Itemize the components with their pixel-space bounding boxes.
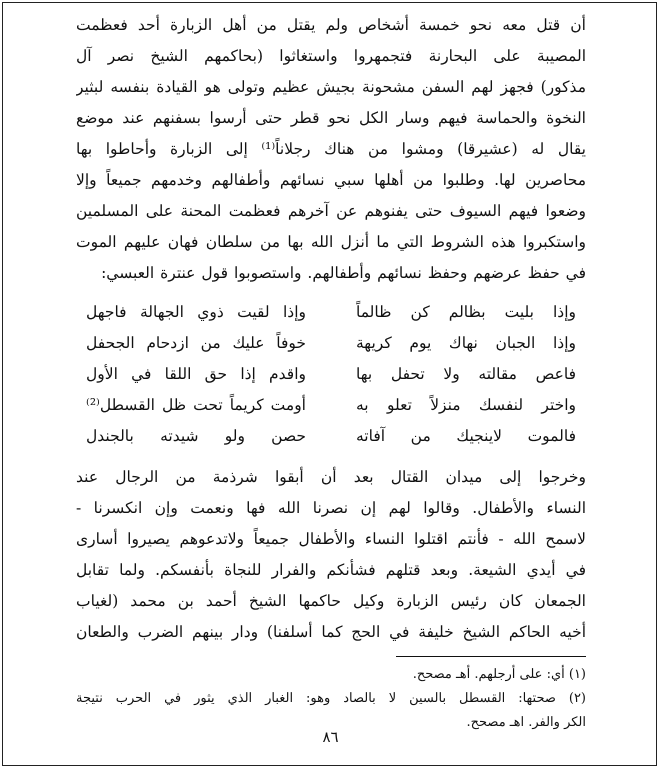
footnote-divider <box>396 656 586 657</box>
text-line: وضعوا فيهم السيوف حتى يفنوهم عن آخرهم فعظمت المحنة على المسلمين <box>76 202 586 220</box>
poem-second-hemistich: خوفاً عليك من ازدحام الجحفل <box>86 334 306 352</box>
footnote-2-continuation: الكر والفر. اهـ مصحح. <box>466 715 586 730</box>
paragraph-2 <box>76 462 586 648</box>
poem-first-hemistich: فالموت لاينجيك من آفاته <box>356 427 576 445</box>
poem-verse <box>76 421 586 452</box>
text-line: مذكور) فجهز لهم السفن مشحونة بجيش عظيم وتولى هو القيادة بنفسه لبثير <box>76 78 586 96</box>
footnotes <box>76 663 586 735</box>
poem-first-hemistich: واختر لنفسك منزلاً تعلو به <box>356 396 576 414</box>
text-line: في أيدي الشيعة. وبعد قتلهم فشأنكم والفرار للنجاة بأنفسكم. ولما تقابل <box>76 561 586 579</box>
text-line: أخيه الحاكم الشيخ خليفة في الحج كما أسلفنا) ودار بينهم الضرب والطعان <box>76 623 586 641</box>
text-line: أن قتل معه نحو خمسة أشخاص ولم يقتل من أهل الزبارة أحد فعظمت <box>76 16 586 34</box>
text-line: في حفظ عرضهم وحفظ نسائهم وأطفالهم. واستصوبوا قول عنترة العبسي: <box>101 264 586 282</box>
text-line: النخوة والحماسة فيهم وسار الكل نحو قطر حتى أرسوا بسفنهم عند موضع <box>76 109 586 127</box>
text-line: محاصرين لها. وطلبوا من أهلها سبي نسائهم وأطفالهم وخدمهم جميعاً وإلا <box>76 171 586 189</box>
text-line: وخرجوا إلى ميدان القتال بعد أن أبقوا شرذمة من الرجال عند <box>76 468 586 486</box>
poem-second-hemistich: حصن ولو شيدته بالجندل <box>86 427 306 445</box>
poem <box>76 297 586 452</box>
poem-second-hemistich: واقدم إذا حق اللقا في الأول <box>86 365 306 383</box>
poem-first-hemistich: وإذا الجبان نهاك يوم كريهة <box>356 334 576 352</box>
poem-verse <box>76 297 586 328</box>
poem-verse <box>76 359 586 390</box>
text-line: النساء والأطفال. وقالوا لهم إن نصرنا الله فها ونعمت وإن انكسرنا - <box>76 499 586 517</box>
poem-second-hemistich: أومت كريماً تحت ظل القسطل⁽²⁾ <box>86 396 306 414</box>
poem-verse <box>76 390 586 421</box>
text-line: يقال له (عشيرقا) ومشوا من هناك رجلاناً⁽¹⁾ إلى الزبارة وأحاطوا بها <box>76 140 586 158</box>
text-line: الجمعان كان رئيس الزبارة وكيل حاكمها الشيخ أحمد بن محمد (لغياب <box>76 592 586 610</box>
poem-first-hemistich: فاعص مقالته ولا تحفل بها <box>356 365 576 383</box>
page-number: ٨٦ <box>322 728 339 746</box>
text-line: لاسمح الله - فأنتم اقتلوا النساء والأطفال جميعاً ولاتدعوهم يصيروا أسارى <box>76 530 586 548</box>
text-line: المصيبة على البحارنة فتجمهروا واستغاثوا (بحاكمهم الشيخ نصر آل <box>76 47 586 65</box>
poem-second-hemistich: وإذا لقيت ذوي الجهالة فاجهل <box>86 303 306 321</box>
page-content <box>76 10 586 735</box>
paragraph-1 <box>76 10 586 289</box>
poem-first-hemistich: وإذا بليت بظالم كن ظالماً <box>356 303 576 321</box>
footnote-1: (١) أي: على أرجلهم. أهـ مصحح. <box>412 667 586 682</box>
poem-verse <box>76 328 586 359</box>
footnote-2: (٢) صحتها: القسطل بالسين لا بالصاد وهو: الغبار الذي يثور في الحرب نتيجة <box>76 691 586 706</box>
text-line: واستكبروا هذه الشروط التي ما أنزل الله بها من سلطان فهان عليهم الموت <box>76 233 586 251</box>
